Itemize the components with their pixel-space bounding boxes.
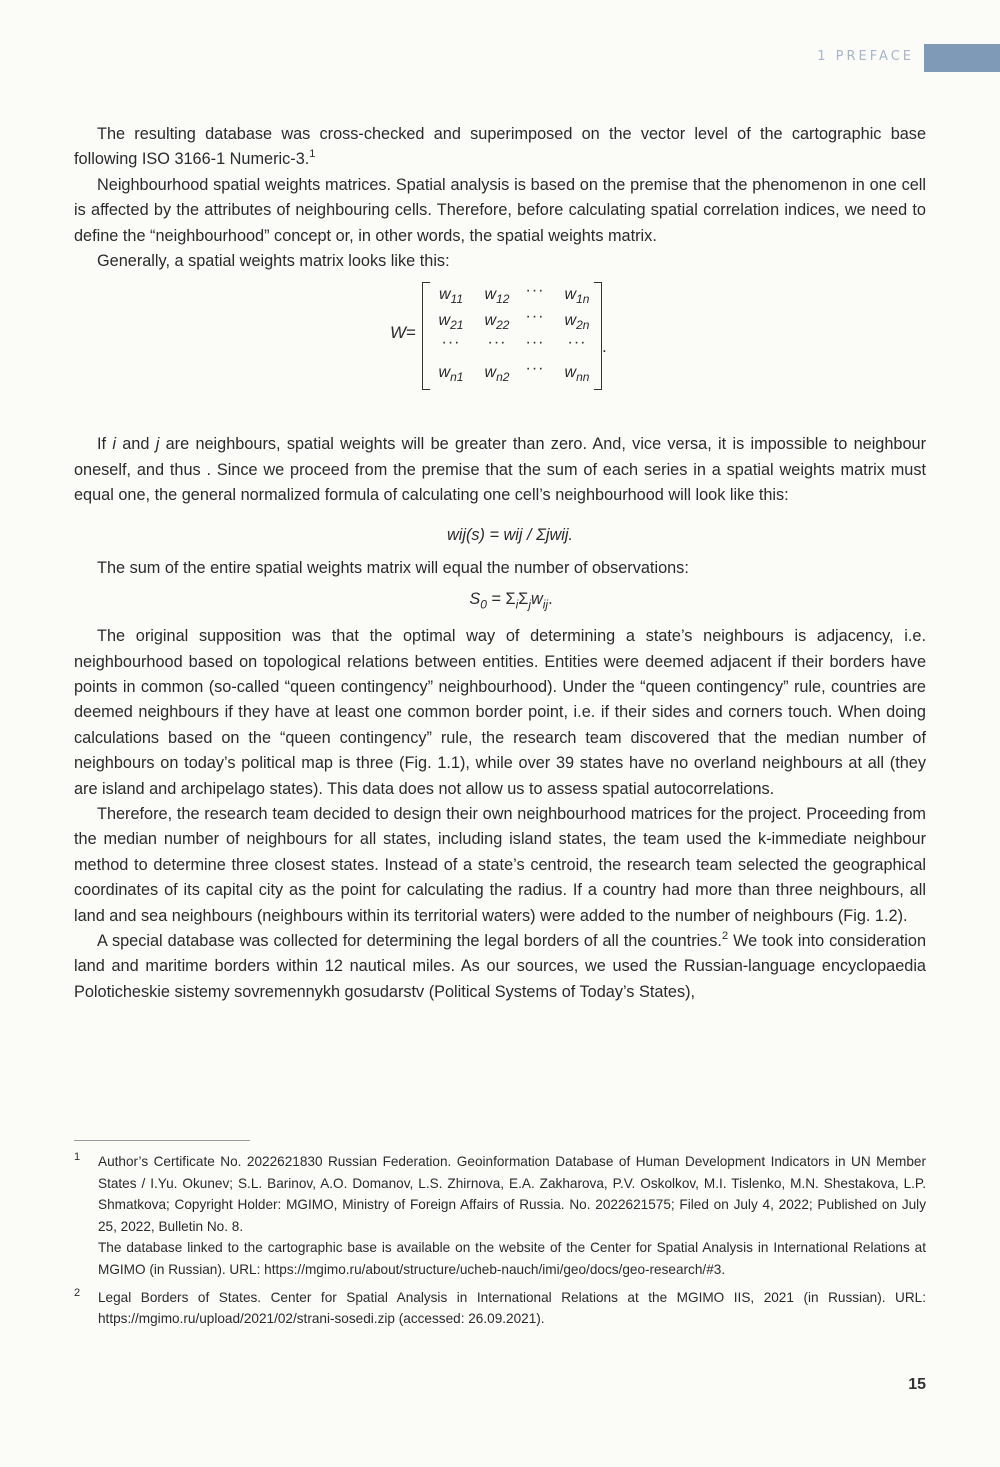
section-header-label: 1 PREFACE (817, 49, 914, 64)
matrix-cell: ··· (525, 282, 545, 300)
section-header-bar (924, 44, 1000, 72)
matrix-cell: $w_{n1}$ (438, 364, 464, 385)
matrix-cell: ··· (525, 308, 545, 326)
matrix-cell: ··· (487, 334, 507, 352)
matrix-cell: ··· (525, 334, 545, 352)
footnote-divider (74, 1140, 250, 1141)
matrix-cell: $w_{22}$ (484, 312, 510, 333)
matrix-end-punct: . (602, 337, 607, 357)
matrix-cell: $w_{1n}$ (564, 286, 590, 307)
matrix-cell: ··· (567, 334, 587, 352)
footnote-number: 2 (74, 1286, 81, 1299)
matrix-brackets (422, 282, 602, 390)
matrix-cell: $w_{21}$ (438, 312, 464, 333)
footnote-text: Legal Borders of States. Center for Spatial Analysis in International Relations at the MGIMO IIS, 2021 (in Russian). URL: https://mgimo.ru/upload/2021/02/strani-sosedi.zip (accessed: 26.09.2021). (98, 1289, 926, 1327)
paragraph-6: The original supposition was that the optimal way of determining a state’s neighbours is adjacency, i.e. neighbourhood based on topological relations between entities. Entities were deemed adjacent if their borders have points in common (so-called “queen contingency” neighbourhood). Under the “queen contingency” rule, countries are deemed neighbours if they have at least one common border point, i.e. if their sides and corners touch. When doing calculations based on the “queen contingency” rule, the research team discovered that the median number of neighbours on today’s political map is three (Fig. 1.1), while over 39 states have no overland neighbours at all (they are island and archipelago states). This data does not allow us to assess spatial autocorrelations. (74, 627, 926, 798)
page-number: 15 (908, 1376, 926, 1393)
footnote-text: Author’s Certificate No. 2022621830 Russian Federation. Geoinformation Database of Human Development Indicators in UN Member States / I.Yu. Okunev; S.L. Barinov, A.O. Domanov, L.S. Zhirnova, E.A. Zakharova, P.V. Oskolkov, M.I. Tislenko, M.N. Shestakova, L.P. Shmatkova; Copyright Holder: MGIMO, Ministry of Foreign Affairs of Russia. No. 2022621575; Filed on July 4, 2022; Published on July 25, 2022, Bulletin No. 8. (98, 1154, 926, 1234)
footnote-2 (74, 1287, 926, 1330)
footnote-number: 1 (74, 1151, 81, 1163)
paragraph-1: The resulting database was cross-checked and superimposed on the vector level of the cartographic base following ISO 3166-1 Numeric-3.$^1$ (74, 125, 926, 169)
formula-sum: $S_0 = \Sigma_i\Sigma_jw_{ij}$. (469, 590, 553, 612)
footnote-1 (74, 1151, 926, 1281)
footnote-ref-1: 1 (309, 147, 316, 160)
paragraph-8: A special database was collected for determining the legal borders of all the countries.$^2$ We took into consideration land and maritime borders within 12 nautical miles. As our sources, we used the Russian-language encyclopaedia Poloticheskie sistemy sovremennykh gosudarstv (Political Systems of Today’s States), (74, 929, 927, 1001)
weights-matrix (74, 282, 926, 428)
matrix-cell: $w_{12}$ (484, 286, 510, 307)
paragraph-3: Generally, a spatial weights matrix looks like this: (97, 252, 450, 271)
paragraph-5: The sum of the entire spatial weights matrix will equal the number of observations: (97, 559, 689, 578)
footnotes (74, 1151, 926, 1336)
formula-normalized: wij(s) = wij / Σjwij. (447, 525, 573, 544)
matrix-cell: $w_{11}$ (438, 286, 464, 307)
matrix-cell: $w_{nn}$ (564, 364, 590, 385)
paragraph-7: Therefore, the research team decided to design their own neighbourhood matrices for the project. Proceeding from the median number of neighbours for all states, including island states, the team used the k-immediate neighbour method to determine three closest states. Instead of a state’s centroid, the research team selected the geographical coordinates of its capital city as the point for calculating the radius. If a country had more than three neighbours, all land and sea neighbours (neighbours within its territorial waters) were added to the number of neighbours (Fig. 1.2). (74, 804, 926, 925)
paragraph-2: Neighbourhood spatial weights matrices. Spatial analysis is based on the premise that the phenomenon in one cell is affected by the attributes of neighbouring cells. Therefore, before calculating spatial correlation indices, we need to define the “neighbourhood” concept or, in other words, the spatial weights matrix. (74, 175, 926, 245)
matrix-label: W= (390, 323, 416, 343)
matrix-cell: $w_{2n}$ (564, 312, 590, 333)
matrix-cell: ··· (441, 334, 461, 352)
matrix-cell: ··· (525, 360, 545, 378)
footnote-ref-2: 2 (721, 929, 729, 942)
footnote-text: The database linked to the cartographic base is available on the website of the Center for Spatial Analysis in International Relations at MGIMO (in Russian). URL: https://mgimo.ru/about/structure/ucheb-nauch/imi/geo/docs/geo-research/#3. (98, 1240, 926, 1277)
paragraph-4: If i and j are neighbours, spatial weights will be greater than zero. And, vice versa, it is impossible to neighbour oneself, and thus . Since we proceed from the premise that the sum of each series in a spatial weights matrix must equal one, the general normalized formula of calculating one cell’s neighbourhood will look like this: (74, 435, 927, 505)
matrix-cell: $w_{n2}$ (484, 364, 510, 385)
body-text (74, 122, 926, 1005)
